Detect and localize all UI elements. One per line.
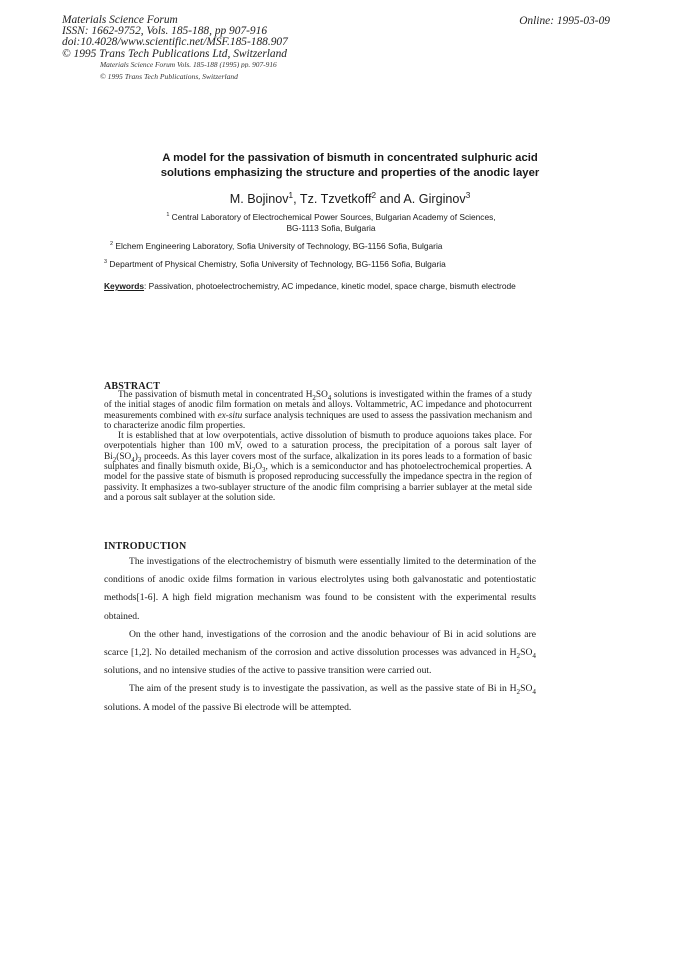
abstract-paragraph-2: It is established that at low overpotentials, active dissolution of bismuth to produce aquoions takes place. For overpotentials higher than 100 mV, owed to a saturation process, the precipitation of a porous salt layer of $Bi_2(SO_4)_3$ proceeds. As this layer covers most of the surface, alkalization in its pores leads to a formation of basic sulphates and finally bismuth oxide, $Bi_2O_3$, which is a semiconductor and has photoelectrochemical properties. A model for the passive state of bismuth is proposed reproducing successfully the impedance spectra in the region of passivity. It emphasizes a two-sublayer structure of the anodic film comprising a barrier sublayer at the metal side and a porous salt sublayer at the solution side.	[104, 431, 532, 503]
paper-title	[90, 151, 610, 181]
affiliation-marker: 1	[166, 212, 170, 219]
scan-cut-line: Materials Science Forum Vols. 185-188 (1995) pp. 907-916	[100, 61, 277, 68]
intro-paragraph-3: The aim of the present study is to investigate the passivation, as well as the passive state of Bi in $H_2SO_4$ solutions. A model of the passive Bi electrode will be attempted.	[104, 683, 536, 713]
affiliation-3-text: Department of Physical Chemistry, Sofia University of Technology, BG-1156 Sofia, Bulgaria	[109, 259, 446, 269]
affiliation-marker: 2	[110, 241, 114, 248]
author-3-affil: 3	[465, 190, 471, 200]
copyright-line: © 1995 Trans Tech Publications Ltd, Switzerland	[62, 47, 287, 60]
keywords-label: Keywords	[104, 281, 145, 291]
affiliation-1-line-2: BG-1113 Sofia, Bulgaria	[286, 223, 376, 233]
journal-name: Materials Science Forum	[62, 14, 178, 26]
author-2: Tz. Tzvetkoff	[299, 192, 372, 206]
introduction-body	[104, 553, 536, 717]
author-1-affil: 1	[288, 190, 294, 200]
intro-paragraph-2: On the other hand, investigations of the corrosion and the anodic behaviour of Bi in acid solutions are scarce [1,2]. No detailed mechanism of the corrosion and active dissolution processes was advanced in $H_2SO_4$ solutions, and no intensive studies of the active to passive transition were carried out.	[104, 628, 536, 677]
intro-paragraph-1: The investigations of the electrochemistry of bismuth were essentially limited to the determination of the conditions of anodic oxide films formation in various electrolytes using both galvanostatic and potentiostatic methods[1-6]. A high field migration mechanism was found to be consistent with the experimental results obtained.	[104, 556, 536, 622]
author-list	[90, 192, 610, 206]
scan-copyright: © 1995 Trans Tech Publications, Switzerland	[100, 72, 238, 81]
affiliation-1	[118, 212, 544, 234]
affiliation-1-line-1: Central Laboratory of Electrochemical Power Sources, Bulgarian Academy of Sciences,	[171, 212, 496, 222]
title-line-2: solutions emphasizing the structure and properties of the anodic layer	[160, 167, 540, 179]
affiliation-marker: 3	[104, 259, 108, 266]
affiliation-3	[104, 259, 446, 270]
abstract-paragraph-1: The passivation of bismuth metal in concentrated $H_2SO_4$ solutions is investigated within the frames of a study of the initial stages of anodic film formation on metals and alloys. Voltammetric, AC impedance and photocurrent measurements combined with ex-situ surface analysis techniques are used to assess the passivation mechanism and to characterize anodic film properties.	[104, 390, 533, 431]
abstract-body	[104, 390, 532, 503]
affiliation-2-text: Elchem Engineering Laboratory, Sofia University of Technology, BG-1156 Sofia, Bulgaria	[115, 241, 443, 251]
keywords	[104, 281, 540, 292]
author-separator: and	[376, 192, 404, 206]
publication-metadata	[62, 15, 288, 60]
doi-line: doi:10.4028/www.scientific.net/MSF.185-188.907	[62, 36, 288, 49]
issn-line: ISSN: 1662-9752, Vols. 185-188, pp 907-916	[62, 25, 268, 38]
author-1: M. Bojinov	[229, 192, 289, 206]
abstract-heading: ABSTRACT	[104, 381, 161, 392]
author-3: A. Girginov	[403, 192, 466, 206]
affiliation-2	[110, 241, 442, 252]
author-2-affil: 2	[371, 190, 377, 200]
keywords-text: : Passivation, photoelectrochemistry, AC impedance, kinetic model, space charge, bismuth electrode	[144, 281, 516, 291]
introduction-heading: INTRODUCTION	[104, 541, 187, 552]
online-date: Online: 1995-03-09	[519, 15, 610, 27]
title-line-1: A model for the passivation of bismuth in concentrated sulphuric acid	[162, 152, 538, 164]
author-separator: ,	[293, 192, 300, 206]
